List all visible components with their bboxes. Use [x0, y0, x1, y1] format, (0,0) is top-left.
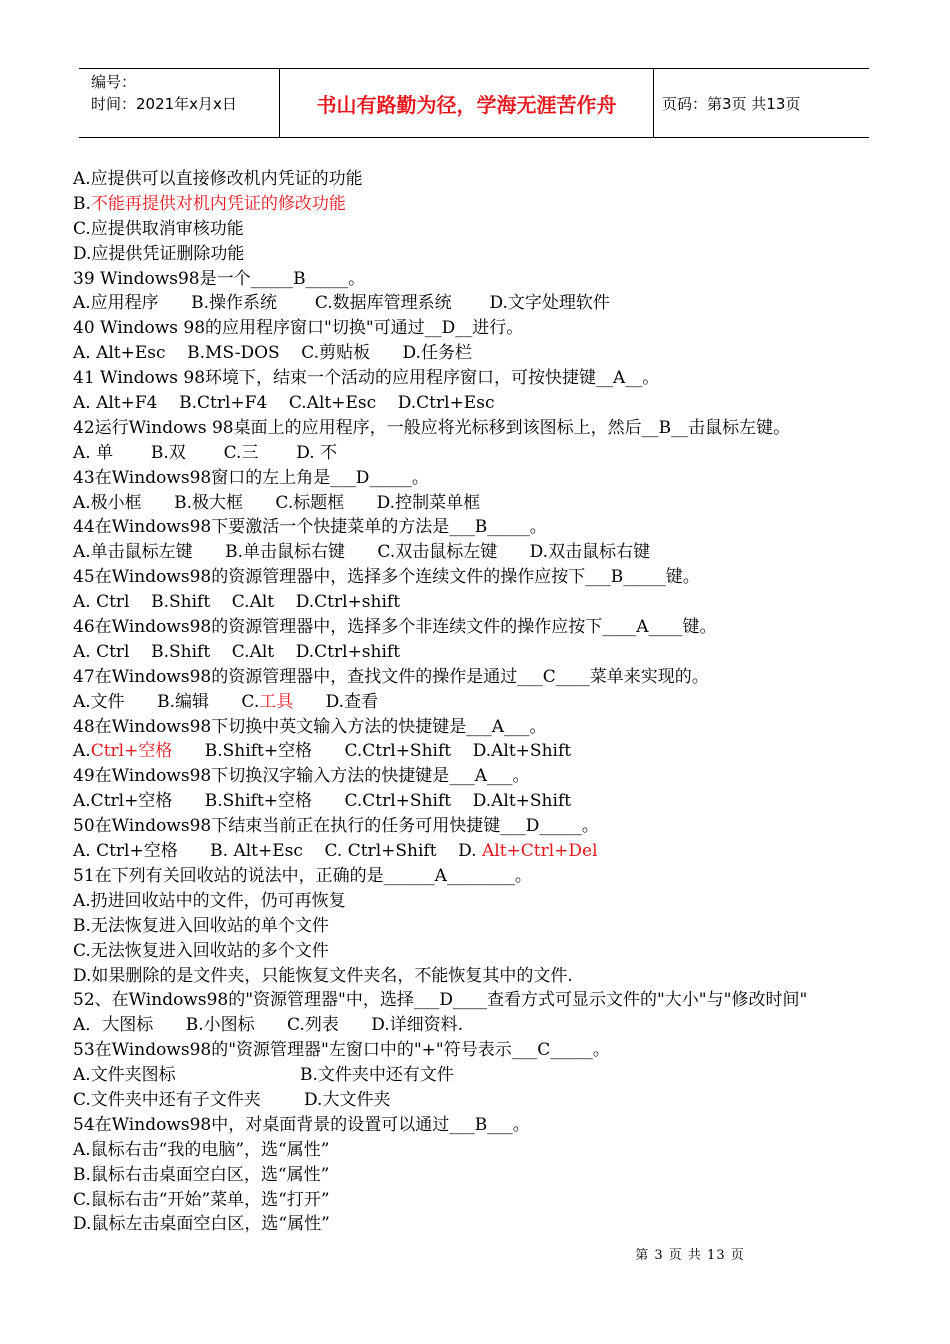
line-text: 44在Windows98下要激活一个快捷菜单的方法是___B_____。	[73, 517, 547, 538]
text-line	[73, 1013, 893, 1038]
text-line	[73, 665, 893, 690]
line-text: 51在下列有关回收站的说法中，正确的是______A________。	[73, 865, 532, 886]
line-text: 52、在Windows98的"资源管理器"中，选择___D____查看方式可显示文件的"大小"与"修改时间"	[73, 990, 808, 1011]
line-text: 42运行Windows 98桌面上的应用程序，一般应将光标移到该图标上，然后__B__击鼠标左键。	[73, 417, 791, 438]
page-footer	[0, 1244, 950, 1263]
line-text: B.Shift+空格 C.Ctrl+Shift D.Alt+Shift	[172, 741, 572, 762]
text-line	[73, 242, 893, 267]
document-body	[73, 167, 893, 1237]
number-label: 编号：	[91, 73, 137, 91]
line-text: 49在Windows98下切换汉字输入方法的快捷键是___A___。	[73, 766, 530, 787]
line-text: A.扔进回收站中的文件，仍可再恢复	[73, 890, 346, 911]
date-label: 时间：2021年x月x日	[91, 95, 237, 113]
text-line	[73, 316, 893, 341]
text-line	[73, 939, 893, 964]
line-text: B.无法恢复进入回收站的单个文件	[73, 915, 329, 936]
text-line	[73, 864, 893, 889]
line-text: A. Ctrl B.Shift C.Alt D.Ctrl+shift	[73, 592, 401, 613]
highlighted-answer: Alt+Ctrl+Del	[481, 841, 598, 862]
line-text: 47在Windows98的资源管理器中，查找文件的操作是通过___C____菜单来实现的。	[73, 666, 709, 687]
text-line	[73, 690, 893, 715]
line-text: A. 单 B.双 C.三 D. 不	[73, 442, 338, 463]
text-line	[73, 167, 893, 192]
text-line	[73, 291, 893, 316]
text-line	[73, 1212, 893, 1237]
text-line	[73, 391, 893, 416]
line-text: D.查看	[293, 691, 379, 712]
text-line	[73, 341, 893, 366]
line-text: D.如果删除的是文件夹，只能恢复文件夹名，不能恢复其中的文件.	[73, 965, 573, 986]
line-text: A. Alt+F4 B.Ctrl+F4 C.Alt+Esc D.Ctrl+Esc	[73, 393, 495, 414]
line-text: 39 Windows98是一个_____B_____。	[73, 268, 366, 289]
line-text: C.应提供取消审核功能	[73, 218, 244, 239]
line-text: C.文件夹中还有子文件夹 D.大文件夹	[73, 1089, 391, 1110]
text-line	[73, 466, 893, 491]
text-line	[73, 1163, 893, 1188]
line-text: 46在Windows98的资源管理器中，选择多个非连续文件的操作应按下____A____键。	[73, 617, 717, 638]
text-line	[73, 615, 893, 640]
line-text: A.文件夹图标 B.文件夹中还有文件	[73, 1065, 454, 1086]
line-text: A. Ctrl+空格 B. Alt+Esc C. Ctrl+Shift D.	[73, 841, 482, 862]
text-line	[73, 1188, 893, 1213]
line-text: C.鼠标右击“开始”菜单，选“打开”	[73, 1189, 330, 1210]
line-text: 45在Windows98的资源管理器中，选择多个连续文件的操作应按下___B_____键。	[73, 567, 700, 588]
text-line	[73, 988, 893, 1013]
text-line	[73, 1138, 893, 1163]
text-line	[73, 590, 893, 615]
text-line	[73, 739, 893, 764]
line-text: A. Ctrl B.Shift C.Alt D.Ctrl+shift	[73, 641, 401, 662]
text-line	[73, 416, 893, 441]
text-line	[73, 964, 893, 989]
footer-page-number: 第 3 页 共 13 页	[635, 1248, 745, 1263]
line-text: A.文件 B.编辑 C.	[73, 691, 260, 712]
text-line	[73, 366, 893, 391]
text-line	[73, 565, 893, 590]
line-text: A.Ctrl+空格 B.Shift+空格 C.Ctrl+Shift D.Alt+Shift	[73, 791, 572, 812]
line-text: 40 Windows 98的应用程序窗口"切换"可通过__D__进行。	[73, 318, 524, 339]
line-text: 48在Windows98下切换中英文输入方法的快捷键是___A___。	[73, 716, 547, 737]
text-line	[73, 715, 893, 740]
line-text: A.单击鼠标左键 B.单击鼠标右键 C.双击鼠标左键 D.双击鼠标右键	[73, 542, 651, 563]
line-text: B.	[73, 193, 91, 214]
line-text: A. Alt+Esc B.MS-DOS C.剪贴板 D.任务栏	[73, 343, 472, 364]
page-header	[79, 68, 869, 138]
header-meta	[79, 69, 280, 137]
text-line	[73, 814, 893, 839]
highlighted-answer: Ctrl+空格	[90, 741, 173, 762]
line-text: 50在Windows98下结束当前正在执行的任务可用快捷键___D_____。	[73, 816, 599, 837]
line-text: A.应提供可以直接修改机内凭证的功能	[73, 169, 363, 189]
line-text: A.	[73, 741, 91, 762]
text-line	[73, 1038, 893, 1063]
text-line	[73, 839, 893, 864]
text-line	[73, 491, 893, 516]
line-text: B.鼠标右击桌面空白区，选“属性”	[73, 1164, 330, 1185]
text-line	[73, 914, 893, 939]
highlighted-answer: 不能再提供对机内凭证的修改功能	[90, 193, 346, 214]
text-line	[73, 889, 893, 914]
line-text: 43在Windows98窗口的左上角是___D_____。	[73, 467, 429, 488]
line-text: D.鼠标左击桌面空白区，选“属性”	[73, 1214, 330, 1235]
line-text: A．大图标 B.小图标 C.列表 D.详细资料.	[73, 1015, 464, 1036]
text-line	[73, 540, 893, 565]
line-text: A.鼠标右击“我的电脑”，选“属性”	[73, 1139, 330, 1160]
text-line	[73, 267, 893, 292]
text-line	[73, 1113, 893, 1138]
text-line	[73, 1088, 893, 1113]
text-line	[73, 789, 893, 814]
highlighted-answer: 工具	[259, 691, 294, 712]
line-text: D.应提供凭证删除功能	[73, 243, 245, 264]
header-page-info: 页码：第3页 共13页	[662, 94, 801, 113]
text-line	[73, 1063, 893, 1088]
line-text: A.应用程序 B.操作系统 C.数据库管理系统 D.文字处理软件	[73, 293, 610, 314]
text-line	[73, 515, 893, 540]
line-text: A.极小框 B.极大框 C.标题框 D.控制菜单框	[73, 492, 481, 513]
line-text: C.无法恢复进入回收站的多个文件	[73, 940, 329, 961]
text-line	[73, 764, 893, 789]
text-line	[73, 192, 893, 217]
line-text: 41 Windows 98环境下，结束一个活动的应用程序窗口，可按快捷键__A__。	[73, 368, 660, 389]
text-line	[73, 217, 893, 242]
line-text: 53在Windows98的"资源管理器"左窗口中的"+"符号表示___C_____。	[73, 1040, 610, 1061]
text-line	[73, 640, 893, 665]
line-text: 54在Windows98中，对桌面背景的设置可以通过___B___。	[73, 1114, 530, 1135]
header-motto: 书山有路勤为径，学海无涯苦作舟	[280, 69, 654, 137]
text-line	[73, 441, 893, 466]
